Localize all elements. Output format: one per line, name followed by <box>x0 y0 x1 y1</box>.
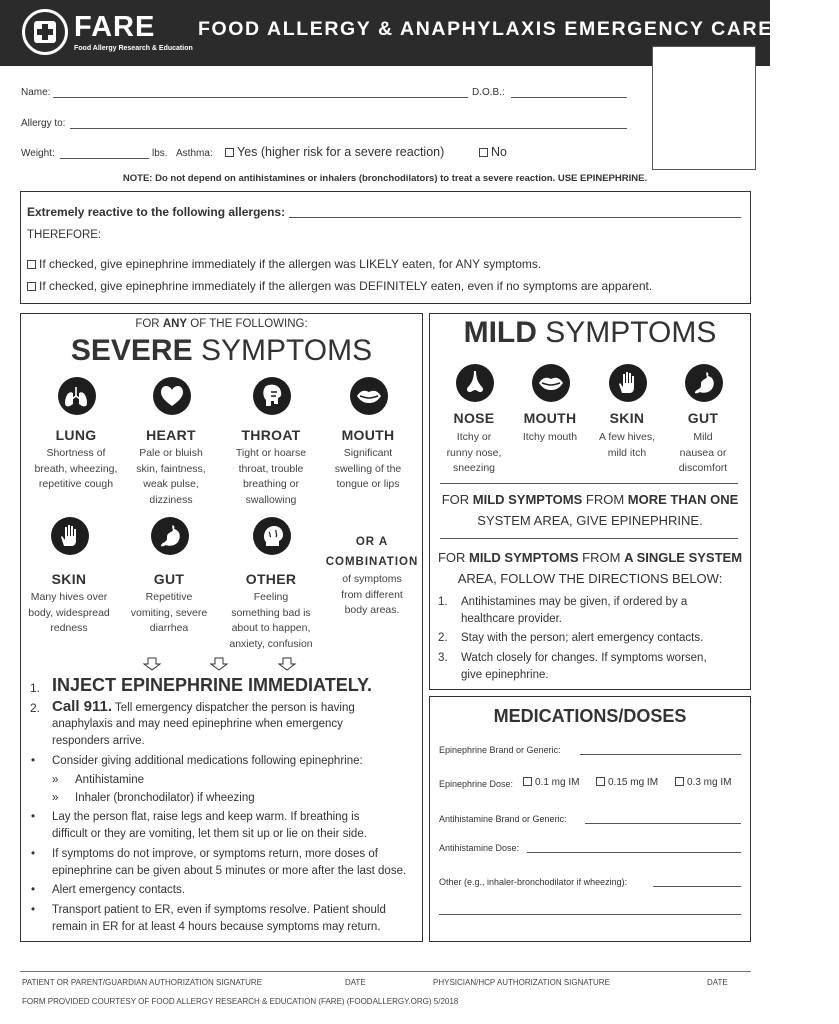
epi-dose-label: Epinephrine Dose: <box>439 779 514 789</box>
severe-skin-desc: Many hives over <box>30 591 108 603</box>
physician-signature-label: PHYSICIAN/HCP AUTHORIZATION SIGNATURE <box>433 978 610 987</box>
date-label-1: DATE <box>345 978 366 987</box>
severe-other-desc: something bad is <box>231 606 311 619</box>
likely-option[interactable] <box>27 257 541 271</box>
dir1-number: 1. <box>438 596 448 608</box>
severe-heart-desc: dizziness <box>149 493 193 506</box>
allergy-field[interactable] <box>70 128 627 129</box>
likely-text: If checked, give epinephrine immediately if the allergen was LIKELY eaten, for ANY symptoms. <box>39 257 542 271</box>
dir3-number: 3. <box>438 652 448 664</box>
asthma-yes-option[interactable] <box>225 145 444 159</box>
bullet-icon: • <box>31 904 36 916</box>
anti-brand-label: Antihistamine Brand or Generic: <box>439 814 567 824</box>
down-arrow-icon <box>142 657 162 671</box>
severe-gut-desc: Repetitive <box>145 591 193 603</box>
severe-lung-desc: breath, wheezing, <box>34 462 118 475</box>
mild-title: MILD SYMPTOMS <box>463 316 717 349</box>
severe-skin-desc: redness <box>50 622 88 634</box>
severe-mouth-desc: tongue or lips <box>336 478 400 490</box>
therefore-label: THEREFORE: <box>27 229 102 241</box>
dose-03-checkbox[interactable] <box>675 777 684 786</box>
sub-bullet-icon: » <box>52 774 59 786</box>
combination-desc-1: of symptoms <box>342 573 402 585</box>
mild-single-line2: AREA, FOLLOW THE DIRECTIONS BELOW: <box>457 571 723 586</box>
severe-throat-desc: swallowing <box>245 493 297 506</box>
anti-dose-field[interactable] <box>527 852 741 853</box>
severe-throat-desc: breathing or <box>242 478 300 490</box>
mild-divider <box>440 483 738 484</box>
severe-mouth-name: MOUTH <box>341 427 395 443</box>
severe-lung-desc: Shortness of <box>46 447 106 459</box>
severe-gut-icon <box>149 515 189 555</box>
mild-nose-desc: sneezing <box>452 462 496 474</box>
severe-for-any: FOR ANY OF THE FOLLOWING: <box>135 318 308 330</box>
document-title: FOOD ALLERGY & ANAPHYLAXIS EMERGENCY CARE PLAN <box>198 18 839 40</box>
dose-03-text: 0.3 mg IM <box>687 777 732 788</box>
mild-nose-desc: runny nose, <box>446 446 502 459</box>
mild-nose-name: NOSE <box>453 410 495 426</box>
transport-line1: Transport patient to ER, even if symptoms resolve. Patient should <box>52 904 386 916</box>
dose-015-checkbox[interactable] <box>596 777 605 786</box>
severe-throat-desc: throat, trouble <box>238 462 304 475</box>
severe-gut-desc: vomiting, severe <box>130 606 208 619</box>
anti-dose-label: Antihistamine Dose: <box>439 843 520 853</box>
dir3-line1: Watch closely for changes. If symptoms worsen, <box>461 652 707 664</box>
inject-epinephrine-step: INJECT EPINEPHRINE IMMEDIATELY. <box>52 675 373 695</box>
sub-bullet-icon: » <box>52 792 59 804</box>
severe-heart-name: HEART <box>146 427 196 443</box>
call-911-line3: responders arrive. <box>52 735 145 747</box>
dir1-line1: Antihistamines may be given, if ordered by a <box>461 596 688 608</box>
other-field[interactable] <box>653 886 741 887</box>
date-label-2: DATE <box>707 978 728 987</box>
dose-01-option[interactable] <box>523 777 579 788</box>
dose-015-option[interactable] <box>596 777 658 788</box>
footer-courtesy: FORM PROVIDED COURTESY OF FOOD ALLERGY RESEARCH & EDUCATION (FARE) (FOODALLERGY.ORG) 5/2018 <box>22 997 459 1006</box>
severe-skin-name: SKIN <box>51 571 87 587</box>
mild-nose-icon <box>454 362 494 402</box>
mild-mouth-name: MOUTH <box>523 410 577 426</box>
severe-gut-name: GUT <box>153 571 185 587</box>
combination-desc-3: body areas. <box>344 604 400 616</box>
call-911-line1: Call 911. Tell emergency dispatcher the person is having <box>52 698 355 715</box>
mild-gut-desc: Mild <box>693 431 713 443</box>
mild-divider <box>440 538 738 539</box>
or-a-label: OR A <box>355 536 389 548</box>
dir2-number: 2. <box>438 632 448 644</box>
bullet-icon: • <box>31 848 36 860</box>
severe-gut-desc: diarrhea <box>149 622 189 634</box>
mild-single-line1: FOR MILD SYMPTOMS FROM A SINGLE SYSTEM <box>437 550 743 565</box>
severe-heart-desc: weak pulse, <box>143 478 199 490</box>
medications-title: MEDICATIONS/DOSES <box>493 706 687 726</box>
combination-label: COMBINATION <box>325 556 419 568</box>
definitely-option[interactable] <box>27 279 652 293</box>
definitely-text: If checked, give epinephrine immediately if the allergen was DEFINITELY eaten, even if no symptoms are apparent. <box>39 279 653 293</box>
lay-flat-line2: difficult or they are vomiting, let them sit up or lie on their side. <box>52 828 367 840</box>
severe-mouth-desc: swelling of the <box>334 462 402 475</box>
dob-field[interactable] <box>511 97 627 98</box>
severe-lung-icon <box>56 375 96 415</box>
more-doses-line2: epinephrine can be given about 5 minutes or more after the last dose. <box>52 865 407 877</box>
allergy-label: Allergy to: <box>21 118 66 129</box>
dob-label: D.O.B.: <box>472 87 505 98</box>
patient-photo-box[interactable] <box>652 46 756 170</box>
down-arrow-icon <box>209 657 229 671</box>
epi-brand-label: Epinephrine Brand or Generic: <box>439 745 561 755</box>
combination-desc-2: from different <box>341 589 403 601</box>
transport-line2: remain in ER for at least 4 hours because symptoms may return. <box>52 921 381 933</box>
severe-heart-desc: Pale or bluish <box>139 447 203 459</box>
weight-label: Weight: <box>21 148 55 159</box>
asthma-no-checkbox[interactable] <box>479 148 488 157</box>
name-field[interactable] <box>53 97 468 98</box>
mild-gut-desc: nausea or <box>679 446 727 459</box>
lay-flat-line1: Lay the person flat, raise legs and keep warm. If breathing is <box>52 811 360 823</box>
severe-heart-desc: skin, faintness, <box>136 462 206 475</box>
additional-meds-text: Consider giving additional medications following epinephrine: <box>52 755 363 767</box>
signature-line[interactable] <box>20 971 751 972</box>
severe-other-desc: anxiety, confusion <box>229 637 313 650</box>
severe-other-name: OTHER <box>245 571 297 587</box>
fare-logo-icon <box>22 9 68 55</box>
dir3-line2: give epinephrine. <box>461 669 549 681</box>
severe-throat-icon <box>251 375 291 415</box>
dose-01-checkbox[interactable] <box>523 777 532 786</box>
mild-nose-desc: Itchy or <box>456 431 492 443</box>
bullet-icon: • <box>31 755 36 767</box>
mild-gut-desc: discomfort <box>678 462 728 474</box>
asthma-yes-text: Yes (higher risk for a severe reaction) <box>237 145 445 159</box>
severe-title: SEVERE SYMPTOMS <box>70 334 373 367</box>
asthma-yes-checkbox[interactable] <box>225 148 234 157</box>
allergens-heading: Extremely reactive to the following allergens: <box>27 205 286 219</box>
severe-skin-icon <box>49 515 89 555</box>
severe-other-desc: about to happen, <box>231 622 311 634</box>
severe-throat-desc: Tight or hoarse <box>235 447 307 459</box>
mild-skin-name: SKIN <box>609 410 645 426</box>
other-label: Other (e.g., inhaler-bronchodilator if wheezing): <box>439 877 628 887</box>
bullet-icon: • <box>31 884 36 896</box>
severe-lung-desc: repetitive cough <box>38 478 114 490</box>
mild-mouth-desc: Itchy mouth <box>522 431 578 443</box>
step1-number: 1. <box>30 681 41 695</box>
mild-more-line1: FOR MILD SYMPTOMS FROM MORE THAN ONE <box>441 492 739 507</box>
definitely-checkbox[interactable] <box>27 282 36 291</box>
logo-wordmark: FARE <box>74 11 156 43</box>
name-label: Name: <box>21 87 51 98</box>
dir1-line2: healthcare provider. <box>461 613 563 625</box>
antihistamine-text: Antihistamine <box>75 774 145 786</box>
step2-number: 2. <box>30 701 41 715</box>
epi-brand-field[interactable] <box>580 754 741 755</box>
logo-subtitle: Food Allergy Research & Education <box>74 45 193 52</box>
severe-other-icon <box>251 515 291 555</box>
asthma-label: Asthma: <box>176 148 213 159</box>
more-doses-line1: If symptoms do not improve, or symptoms return, more doses of <box>52 848 378 860</box>
severe-skin-desc: body, widespread <box>28 606 110 619</box>
allergens-field[interactable] <box>289 217 741 218</box>
mild-skin-desc: A few hives, <box>598 431 656 443</box>
likely-checkbox[interactable] <box>27 260 36 269</box>
severe-mouth-icon <box>348 375 388 415</box>
severe-mouth-desc: Significant <box>343 447 393 459</box>
dir2-text: Stay with the person; alert emergency contacts. <box>461 632 704 644</box>
dose-01-text: 0.1 mg IM <box>535 777 580 788</box>
severe-throat-name: THROAT <box>241 427 301 443</box>
alert-contacts-text: Alert emergency contacts. <box>52 884 185 896</box>
down-arrow-icon <box>277 657 297 671</box>
severe-heart-icon <box>151 375 191 415</box>
mild-skin-icon <box>607 362 647 402</box>
weight-field[interactable] <box>60 158 149 159</box>
asthma-no-text: No <box>491 145 507 159</box>
mild-gut-name: GUT <box>687 410 719 426</box>
patient-signature-label: PATIENT OR PARENT/GUARDIAN AUTHORIZATION SIGNATURE <box>22 978 263 987</box>
asthma-no-option[interactable] <box>479 145 507 159</box>
anti-brand-field[interactable] <box>585 823 741 824</box>
dose-015-text: 0.15 mg IM <box>608 777 659 788</box>
epinephrine-note: NOTE: Do not depend on antihistamines or inhalers (bronchodilators) to treat a severe reaction. USE EPINEPHRINE. <box>122 173 648 184</box>
inhaler-text: Inhaler (bronchodilator) if wheezing <box>75 792 255 804</box>
severe-lung-name: LUNG <box>55 427 97 443</box>
mild-more-line2: SYSTEM AREA, GIVE EPINEPHRINE. <box>477 513 703 528</box>
dose-03-option[interactable] <box>675 777 731 788</box>
mild-skin-desc: mild itch <box>607 446 647 459</box>
bullet-icon: • <box>31 811 36 823</box>
call-911-line2: anaphylaxis and may need epinephrine when emergency <box>52 718 343 730</box>
other-field-line2[interactable] <box>439 914 741 915</box>
mild-gut-icon <box>683 362 723 402</box>
severe-other-desc: Feeling <box>253 591 289 603</box>
lbs-label: lbs. <box>152 148 168 159</box>
mild-mouth-icon <box>530 362 570 402</box>
